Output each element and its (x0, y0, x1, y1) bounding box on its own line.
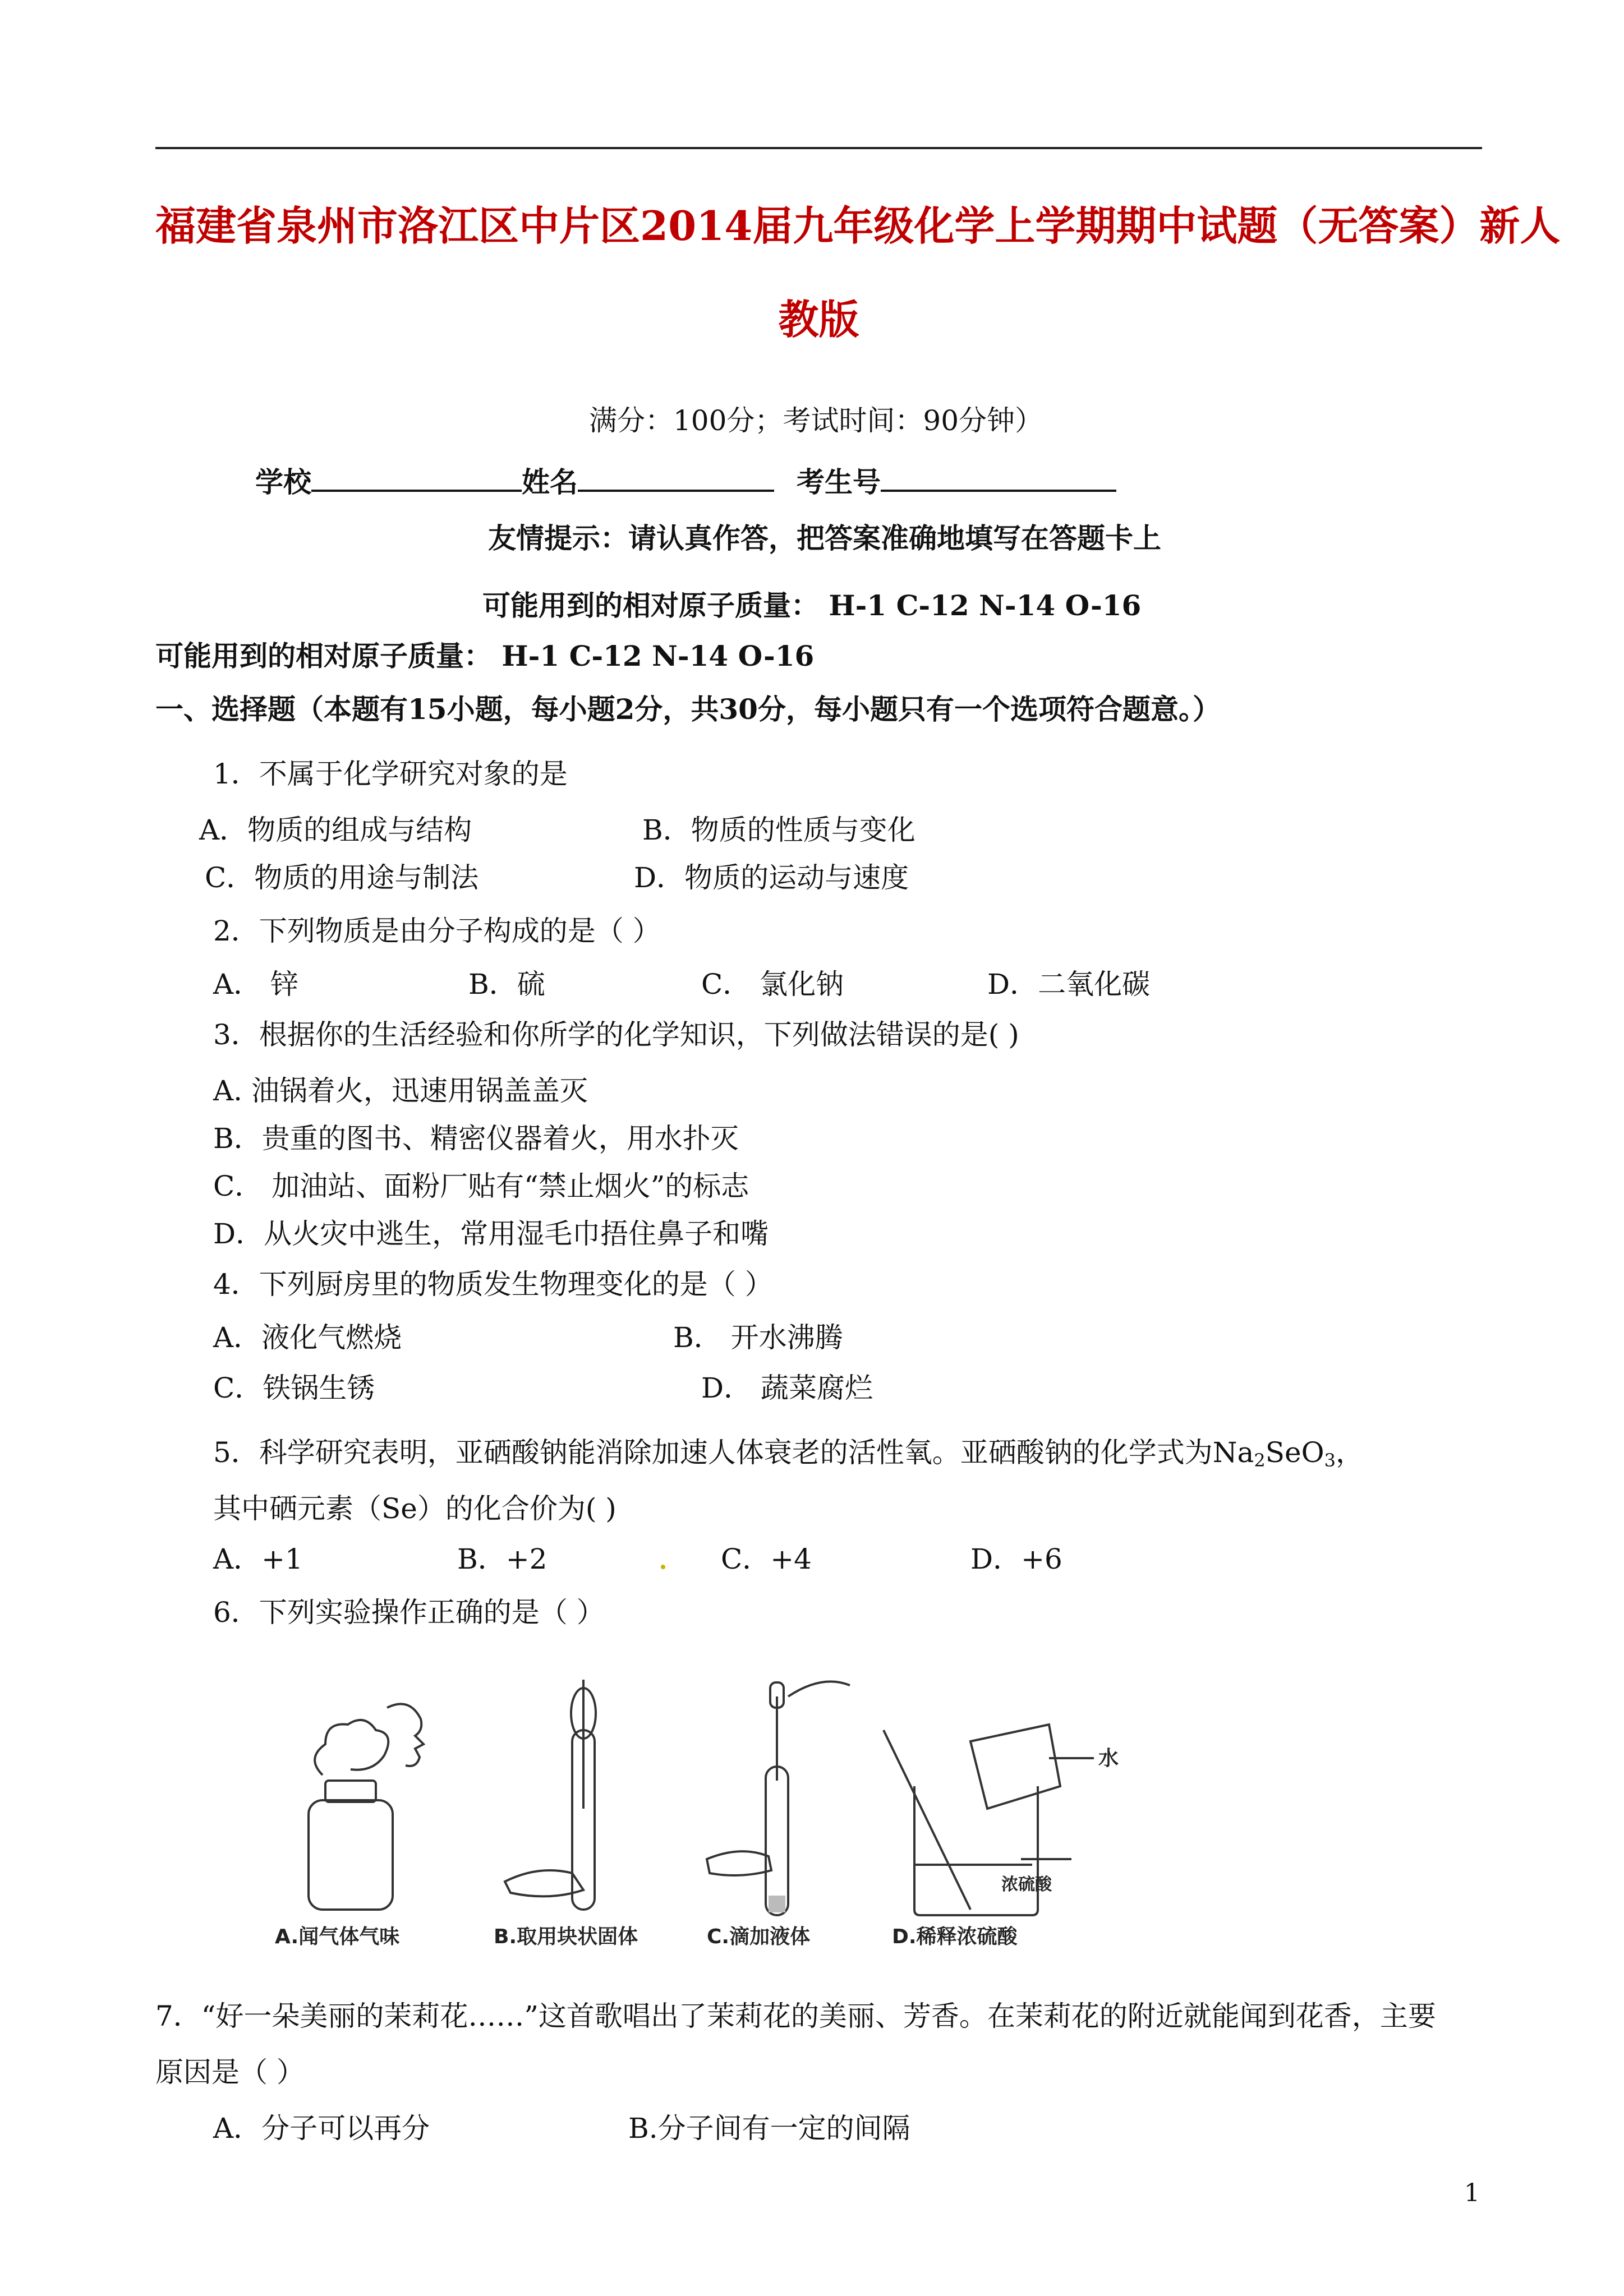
lab-operations-figure (269, 1674, 1156, 1952)
atomic-mass-left: 可能用到的相对原子质量： H-1 C-12 N-14 O-16 (155, 639, 815, 672)
q3-option-a: A. 油锅着火，迅速用锅盖盖灭 (213, 1075, 588, 1107)
q1-option-b: B．物质的性质与变化 (642, 814, 915, 846)
caption-b: B.取用块状固体 (494, 1925, 638, 1948)
exam-no-blank (881, 484, 1116, 492)
score-time: 满分：100分；考试时间：90分钟） (589, 404, 1043, 437)
label-conc-acid: 浓硫酸 (1001, 1875, 1052, 1894)
q2-stem: 2．下列物质是由分子构成的是（ ） (213, 915, 661, 947)
q5-stem: 5．科学研究表明，亚硒酸钠能消除加速人体衰老的活性氧。亚硒酸钠的化学式为$Na_2SeO_3$， (213, 1436, 1364, 1471)
q7-option-a: A．分子可以再分 (213, 2112, 430, 2145)
page-number: 1 (1464, 2179, 1480, 2207)
q4-option-a: A．液化气燃烧 (213, 1321, 402, 1354)
caption-c: C.滴加液体 (707, 1925, 811, 1948)
section-heading: 一、选择题（本题有15小题，每小题2分，共30分，每小题只有一个选项符合题意。） (155, 693, 1221, 726)
q4-option-b: B． 开水沸腾 (673, 1321, 843, 1354)
school-blank (311, 484, 522, 492)
exam-no-label: 考生号 (797, 465, 881, 499)
student-info-row (255, 460, 1116, 500)
figure-d-dilute-acid (884, 1725, 1094, 1915)
doc-title-line1: 福建省泉州市洛江区中片区2014届九年级化学上学期期中试题（无答案）新人 (155, 202, 1561, 250)
q7-stem-line1: 7．“好一朵美丽的茉莉花……”这首歌唱出了茉莉花的美丽、芳香。在茉莉花的附近就能闻到花香，主要 (155, 2000, 1436, 2032)
q2-option-a: A． 锌 (213, 968, 299, 1001)
friendly-tip: 友情提示：请认真作答，把答案准确地填写在答题卡上 (488, 522, 1161, 555)
q3-stem: 3．根据你的生活经验和你所学的化学知识，下列做法错误的是( ) (213, 1018, 1019, 1051)
q2-option-c: C． 氯化钠 (701, 968, 844, 1001)
name-blank (578, 484, 774, 492)
q4-stem: 4．下列厨房里的物质发生物理变化的是（ ） (213, 1268, 773, 1301)
caption-a: A.闻气体气味 (275, 1925, 400, 1948)
q1-stem: 1．不属于化学研究对象的是 (213, 758, 568, 790)
q5-option-b: B．+2 (457, 1543, 548, 1575)
school-label: 学校 (255, 465, 311, 499)
q5-option-c: C．+4 (721, 1543, 812, 1575)
q1-option-d: D．物质的运动与速度 (634, 861, 909, 894)
figure-c-drop-liquid (707, 1681, 850, 1915)
figure-b-solid (505, 1680, 596, 1910)
q2-option-d: D．二氧化碳 (987, 968, 1151, 1001)
q1-option-a: A．物质的组成与结构 (199, 814, 472, 846)
figure-a-smell-gas (309, 1704, 424, 1910)
name-label: 姓名 (522, 465, 578, 499)
q3-option-b: B．贵重的图书、精密仪器着火，用水扑灭 (213, 1122, 739, 1155)
caption-d: D.稀释浓硫酸 (892, 1925, 1018, 1948)
atomic-mass-centered: 可能用到的相对原子质量： H-1 C-12 N-14 O-16 (482, 589, 1142, 622)
q3-option-d: D．从火灾中逃生，常用湿毛巾捂住鼻子和嘴 (213, 1218, 769, 1250)
q4-option-d: D． 蔬菜腐烂 (701, 1372, 873, 1404)
q7-stem-line2: 原因是（ ） (155, 2056, 305, 2088)
header-rule (155, 147, 1482, 149)
q7-option-b: B.分子间有一定的间隔 (628, 2112, 910, 2145)
q1-option-c: C．物质的用途与制法 (205, 861, 479, 894)
stray-dot (661, 1565, 665, 1569)
doc-title-line2: 教版 (778, 296, 859, 343)
q6-stem: 6．下列实验操作正确的是（ ） (213, 1596, 605, 1629)
q4-option-c: C．铁锅生锈 (213, 1372, 375, 1404)
q5-stem-line2: 其中硒元素（Se）的化合价为( ) (213, 1492, 617, 1525)
q5-option-d: D．+6 (970, 1543, 1062, 1575)
q2-option-b: B．硫 (468, 968, 545, 1001)
q3-option-c: C． 加油站、面粉厂贴有“禁止烟火”的标志 (213, 1170, 749, 1202)
label-water: 水 (1098, 1747, 1119, 1770)
q5-option-a: A．+1 (213, 1543, 303, 1575)
